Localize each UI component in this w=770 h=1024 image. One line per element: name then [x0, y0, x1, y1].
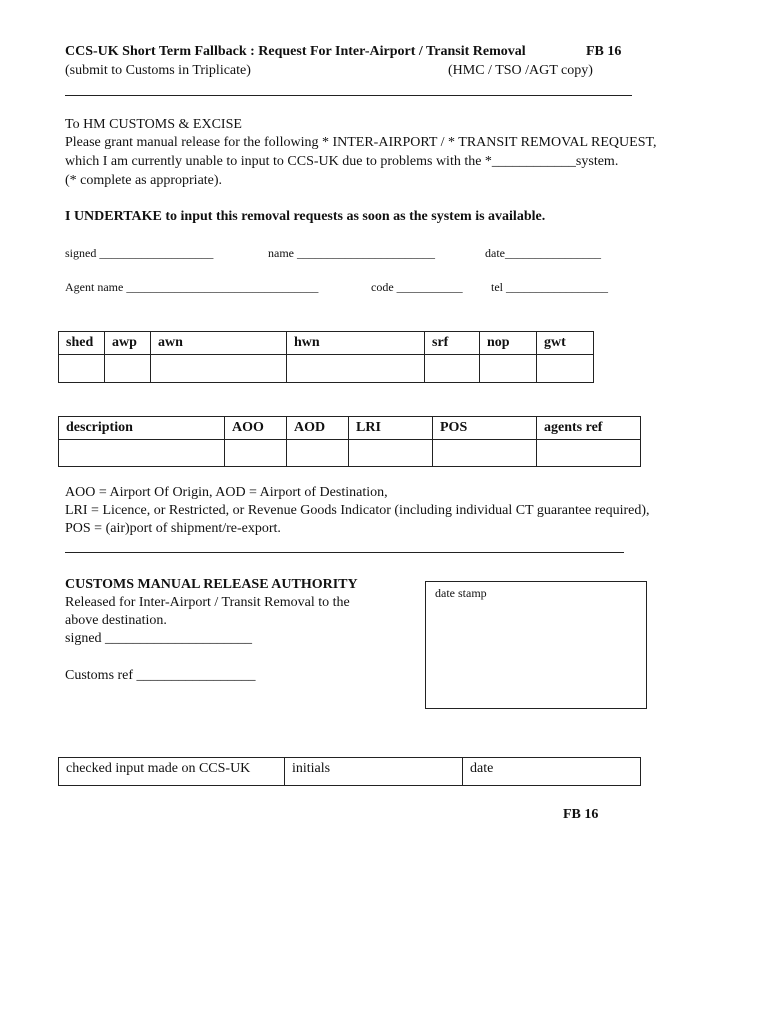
customs-ref-field[interactable]: Customs ref _________________: [65, 668, 256, 683]
check-date-cell[interactable]: date: [463, 758, 641, 786]
cell-awn[interactable]: [151, 355, 287, 383]
header-description: description: [59, 417, 225, 440]
header-awp: awp: [105, 332, 151, 355]
submit-note: (submit to Customs in Triplicate): [65, 63, 251, 78]
name-field[interactable]: name _______________________: [268, 246, 435, 260]
legend-line-1: AOO = Airport Of Origin, AOD = Airport of Destination,: [65, 485, 388, 500]
cell-nop[interactable]: [480, 355, 537, 383]
header-pos: POS: [433, 417, 537, 440]
release-line-1: Released for Inter-Airport / Transit Removal to the: [65, 595, 350, 610]
cell-lri[interactable]: [349, 440, 433, 467]
checked-input-cell[interactable]: checked input made on CCS-UK: [59, 758, 285, 786]
header-hwn: hwn: [287, 332, 425, 355]
check-table: [58, 757, 641, 786]
header-shed: shed: [59, 332, 105, 355]
release-heading: CUSTOMS MANUAL RELEASE AUTHORITY: [65, 577, 358, 592]
agent-name-field[interactable]: Agent name ________________________________: [65, 280, 319, 294]
request-line-3: (* complete as appropriate).: [65, 173, 223, 188]
signed-field[interactable]: signed ___________________: [65, 246, 214, 260]
cell-aod[interactable]: [287, 440, 349, 467]
cell-hwn[interactable]: [287, 355, 425, 383]
cell-pos[interactable]: [433, 440, 537, 467]
consignment-table: [58, 331, 594, 383]
header-divider: [65, 95, 632, 96]
form-title: CCS-UK Short Term Fallback : Request For Inter-Airport / Transit Removal: [65, 44, 526, 59]
cell-description[interactable]: [59, 440, 225, 467]
header-awn: awn: [151, 332, 287, 355]
cell-awp[interactable]: [105, 355, 151, 383]
form-code: FB 16: [586, 44, 622, 59]
header-srf: srf: [425, 332, 480, 355]
header-nop: nop: [480, 332, 537, 355]
tel-field[interactable]: tel _________________: [491, 280, 608, 294]
release-line-2: above destination.: [65, 613, 167, 628]
cell-shed[interactable]: [59, 355, 105, 383]
cell-agents-ref[interactable]: [537, 440, 641, 467]
initials-cell[interactable]: initials: [285, 758, 463, 786]
legend-line-3: POS = (air)port of shipment/re-export.: [65, 521, 281, 536]
header-lri: LRI: [349, 417, 433, 440]
cell-aoo[interactable]: [225, 440, 287, 467]
header-aod: AOD: [287, 417, 349, 440]
addressee: To HM CUSTOMS & EXCISE: [65, 117, 242, 132]
undertaking: I UNDERTAKE to input this removal requests as soon as the system is available.: [65, 209, 546, 224]
date-stamp-box[interactable]: [425, 581, 647, 709]
legend-divider: [65, 552, 624, 553]
footer-form-code: FB 16: [563, 807, 599, 822]
copy-note: (HMC / TSO /AGT copy): [448, 63, 593, 78]
date-stamp-label: date stamp: [435, 586, 487, 600]
request-line-2: which I am currently unable to input to CCS-UK due to problems with the *____________system.: [65, 154, 619, 169]
code-field[interactable]: code ___________: [371, 280, 463, 294]
date-field[interactable]: date________________: [485, 246, 601, 260]
legend-line-2: LRI = Licence, or Restricted, or Revenue Goods Indicator (including individual CT guarantee required),: [65, 503, 650, 518]
header-gwt: gwt: [537, 332, 594, 355]
header-agents-ref: agents ref: [537, 417, 641, 440]
description-table: [58, 416, 641, 467]
release-signed-field[interactable]: signed _____________________: [65, 631, 253, 646]
header-aoo: AOO: [225, 417, 287, 440]
request-line-1: Please grant manual release for the following * INTER-AIRPORT / * TRANSIT REMOVAL REQUEST,: [65, 135, 657, 150]
cell-srf[interactable]: [425, 355, 480, 383]
cell-gwt[interactable]: [537, 355, 594, 383]
